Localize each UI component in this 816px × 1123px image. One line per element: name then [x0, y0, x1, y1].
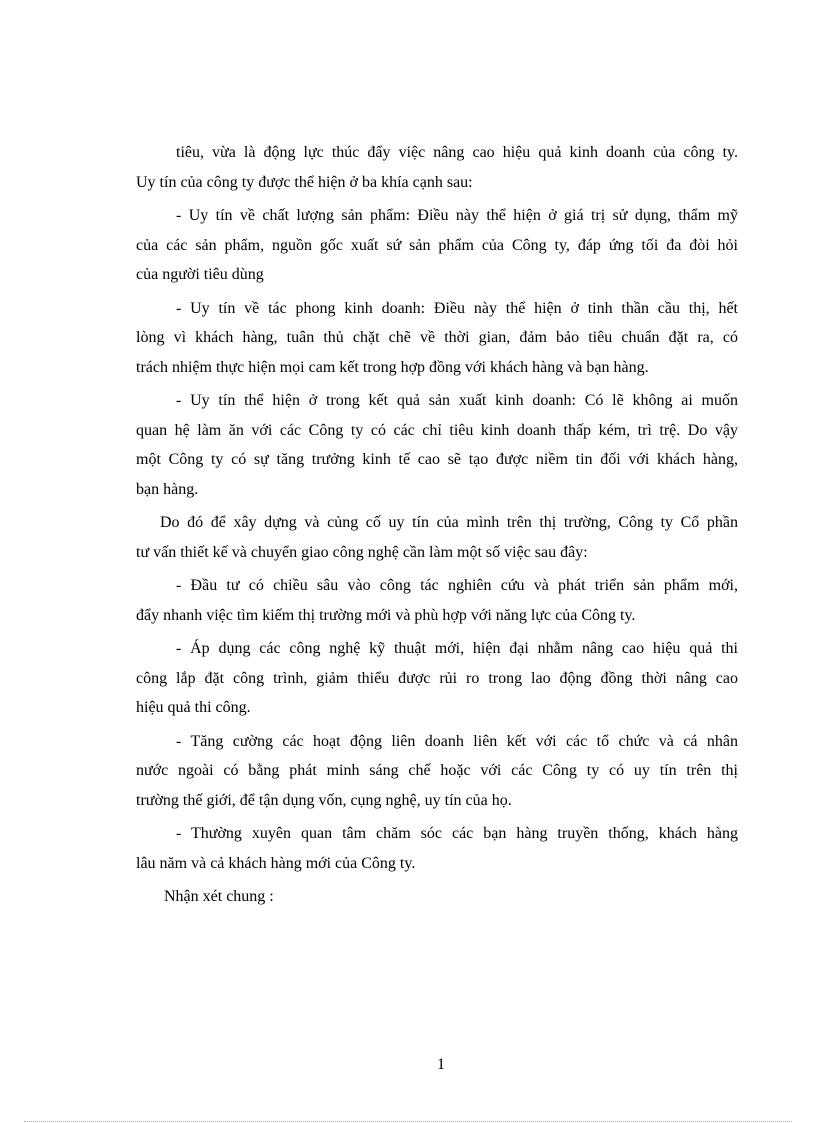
text-line: lâu năm và cả khách hàng mới của Công ty.	[136, 854, 416, 872]
page-number: 1	[437, 1056, 445, 1073]
text-line: tư vấn thiết kế và chuyển giao công nghệ cần làm một số việc sau đây:	[136, 543, 588, 561]
text-line: nước ngoài có bằng phát minh sáng chế hoặc với các Công ty có uy tín trên thị	[136, 762, 738, 779]
text-line: - Đầu tư có chiều sâu vào công tác nghiên cứu và phát triển sản phẩm mới,	[176, 577, 738, 594]
text-line: - Thường xuyên quan tâm chăm sóc các bạn hàng truyền thống, khách hàng	[176, 825, 738, 842]
paragraph-customer-care	[136, 819, 738, 878]
paragraph-building-reputation	[136, 508, 738, 567]
text-line: Do đó để xây dựng và củng cố uy tín của mình trên thị trường, Công ty Cổ phần	[160, 514, 738, 531]
text-line: tiêu, vừa là động lực thúc đẩy việc nâng cao hiệu quả kinh doanh của công ty.	[176, 144, 738, 161]
document-body	[136, 138, 738, 912]
paragraph-joint-ventures	[136, 727, 738, 816]
paragraph-reputation-intro	[136, 138, 738, 197]
section-heading: Nhận xét chung :	[164, 888, 274, 905]
text-line: - Uy tín về tác phong kinh doanh: Điều này thể hiện ở tinh thần cầu thị, hết	[176, 299, 738, 317]
text-line: của người tiêu dùng	[136, 266, 264, 283]
paragraph-research-investment	[136, 571, 738, 630]
text-line: hiệu quả thi công.	[136, 699, 251, 716]
paragraph-business-results	[136, 386, 738, 504]
text-line: - Áp dụng các công nghệ kỹ thuật mới, hiện đại nhằm nâng cao hiệu quả thi	[176, 640, 738, 657]
text-line: - Tăng cường các hoạt động liên doanh liên kết với các tổ chức và cá nhân	[176, 732, 738, 750]
text-line: trường thế giới, để tận dụng vốn, cụng nghệ, uy tín của họ.	[136, 791, 512, 809]
page-bottom-divider	[24, 1121, 792, 1122]
text-line: đẩy nhanh việc tìm kiếm thị trường mới và phù hợp với năng lực của Công ty.	[136, 606, 636, 624]
text-line: một Công ty có sự tăng trưởng kinh tế cao sẽ tạo được niềm tin đối với khách hàng,	[136, 451, 738, 468]
text-line: quan hệ làm ăn với các Công ty có các chỉ tiêu kinh doanh thấp kém, trì trệ. Do vậy	[136, 421, 738, 439]
text-line: Uy tín của công ty được thể hiện ở ba khía cạnh sau:	[136, 173, 473, 191]
text-line: - Uy tín về chất lượng sản phẩm: Điều này thể hiện ở giá trị sử dụng, thẩm mỹ	[176, 207, 738, 224]
text-line: lòng vì khách hàng, tuân thủ chặt chẽ về thời gian, đảm bảo tiêu chuẩn đặt ra, có	[136, 329, 738, 346]
text-line: bạn hàng.	[136, 480, 199, 498]
text-line: của các sản phẩm, nguồn gốc xuất sứ sản phẩm của Công ty, đáp ứng tối đa đòi hỏi	[136, 236, 738, 254]
paragraph-product-quality	[136, 201, 738, 290]
text-line: - Uy tín thể hiện ở trong kết quả sản xuất kinh doanh: Có lẽ không ai muốn	[176, 392, 738, 409]
text-line: trách nhiệm thực hiện mọi cam kết trong hợp đồng với khách hàng và bạn hàng.	[136, 358, 649, 376]
text-line: công lắp đặt công trình, giảm thiểu được rủi ro trong lao động đồng thời nâng cao	[136, 669, 738, 687]
paragraph-business-style	[136, 294, 738, 383]
paragraph-technology	[136, 634, 738, 723]
